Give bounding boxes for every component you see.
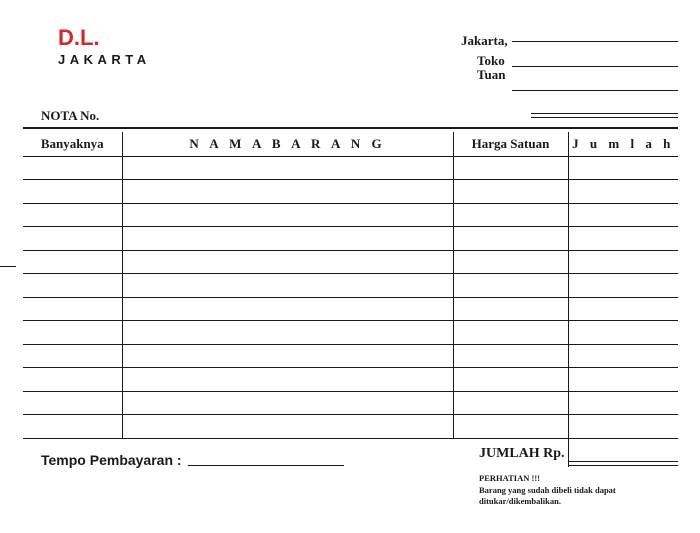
cell-amount[interactable] xyxy=(568,250,678,274)
cell-item-name[interactable] xyxy=(122,180,453,204)
table-row xyxy=(23,180,678,204)
cell-quantity[interactable] xyxy=(23,368,122,392)
cell-amount[interactable] xyxy=(568,180,678,204)
cell-quantity[interactable] xyxy=(23,274,122,298)
cell-amount[interactable] xyxy=(568,415,678,439)
notice-title: PERHATIAN !!! xyxy=(479,473,540,483)
table-row xyxy=(23,203,678,227)
table-row xyxy=(23,368,678,392)
cell-unit-price[interactable] xyxy=(453,180,568,204)
column-header-quantity: Banyaknya xyxy=(23,132,122,156)
total-line-top xyxy=(569,461,678,462)
cell-item-name[interactable] xyxy=(122,203,453,227)
table-row xyxy=(23,227,678,251)
table-row xyxy=(23,391,678,415)
cell-item-name[interactable] xyxy=(122,297,453,321)
fold-mark xyxy=(0,266,16,267)
brand-city: JAKARTA xyxy=(58,52,151,67)
cell-quantity[interactable] xyxy=(23,156,122,180)
table-row xyxy=(23,415,678,439)
cell-unit-price[interactable] xyxy=(453,391,568,415)
cell-amount[interactable] xyxy=(568,203,678,227)
table-row xyxy=(23,250,678,274)
cell-unit-price[interactable] xyxy=(453,368,568,392)
cell-unit-price[interactable] xyxy=(453,415,568,439)
cell-quantity[interactable] xyxy=(23,344,122,368)
nota-number-line-bottom xyxy=(531,117,678,118)
date-field-line[interactable] xyxy=(512,41,678,42)
date-label: Jakarta, xyxy=(461,33,508,48)
cell-amount[interactable] xyxy=(568,368,678,392)
shop-field-line[interactable] xyxy=(512,66,678,67)
table-row xyxy=(23,274,678,298)
column-header-unit-price: Harga Satuan xyxy=(453,132,568,156)
cell-item-name[interactable] xyxy=(122,344,453,368)
brand-logo-text: D.L. xyxy=(58,25,100,50)
column-header-item-name: N A M A B A R A N G xyxy=(122,132,453,156)
notice-text: Barang yang sudah dibeli tidak dapat ditukar/dikembalikan. xyxy=(479,485,616,506)
cell-item-name[interactable] xyxy=(122,274,453,298)
nota-number-label: NOTA No. xyxy=(41,108,100,123)
table-row xyxy=(23,156,678,180)
payment-term-line[interactable] xyxy=(188,465,344,466)
customer-field-line[interactable] xyxy=(512,90,678,91)
cell-item-name[interactable] xyxy=(122,321,453,345)
cell-item-name[interactable] xyxy=(122,227,453,251)
table-row xyxy=(23,321,678,345)
cell-item-name[interactable] xyxy=(122,250,453,274)
payment-term-label: Tempo Pembayaran : xyxy=(41,452,182,468)
cell-amount[interactable] xyxy=(568,391,678,415)
table-row xyxy=(23,297,678,321)
nota-number-line-top[interactable] xyxy=(531,113,678,114)
cell-amount[interactable] xyxy=(568,321,678,345)
cell-quantity[interactable] xyxy=(23,415,122,439)
cell-quantity[interactable] xyxy=(23,250,122,274)
items-table xyxy=(23,132,678,439)
cell-unit-price[interactable] xyxy=(453,274,568,298)
cell-unit-price[interactable] xyxy=(453,227,568,251)
cell-item-name[interactable] xyxy=(122,391,453,415)
cell-amount[interactable] xyxy=(568,344,678,368)
cell-quantity[interactable] xyxy=(23,391,122,415)
cell-unit-price[interactable] xyxy=(453,297,568,321)
cell-amount[interactable] xyxy=(568,156,678,180)
column-header-amount: J u m l a h xyxy=(568,132,678,156)
cell-unit-price[interactable] xyxy=(453,203,568,227)
total-label: JUMLAH Rp. xyxy=(479,446,565,461)
cell-unit-price[interactable] xyxy=(453,321,568,345)
cell-quantity[interactable] xyxy=(23,297,122,321)
total-line-bottom xyxy=(569,465,678,466)
cell-quantity[interactable] xyxy=(23,321,122,345)
cell-quantity[interactable] xyxy=(23,227,122,251)
cell-unit-price[interactable] xyxy=(453,250,568,274)
customer-label: Tuan xyxy=(477,67,506,82)
cell-item-name[interactable] xyxy=(122,415,453,439)
table-row xyxy=(23,344,678,368)
total-field[interactable] xyxy=(568,439,678,467)
table-top-rule xyxy=(23,127,678,129)
cell-item-name[interactable] xyxy=(122,368,453,392)
cell-amount[interactable] xyxy=(568,227,678,251)
cell-item-name[interactable] xyxy=(122,156,453,180)
table-header-row xyxy=(23,132,678,156)
cell-quantity[interactable] xyxy=(23,180,122,204)
cell-amount[interactable] xyxy=(568,297,678,321)
cell-quantity[interactable] xyxy=(23,203,122,227)
cell-amount[interactable] xyxy=(568,274,678,298)
cell-unit-price[interactable] xyxy=(453,344,568,368)
shop-label: Toko xyxy=(477,53,505,68)
cell-unit-price[interactable] xyxy=(453,156,568,180)
